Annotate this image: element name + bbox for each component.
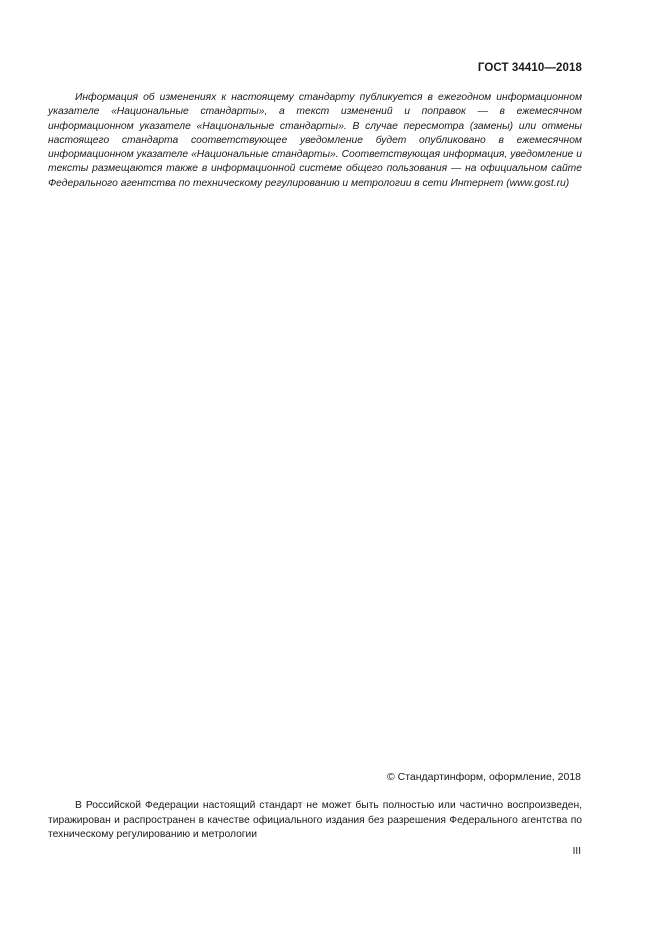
page-number: III bbox=[572, 846, 581, 857]
publication-notice: Информация об изменениях к настоящему стандарту публикуется в ежегодном информационном указателе «Национальные стандарты», а текст изменений и поправок — в ежемесячном информационном указателе «Национальные стандарты». В случае пересмотра (замены) или отмены настоящего стандарта соответствующее уведомление будет опубликовано в ежемесячном информационном указателе «Национальные стандарты». Соответствующая информация, уведомление и тексты размещаются также в информационной системе общего пользования — на официальном сайте Федерального агентства по техническому регулированию и метрологии в сети Интернет (www.gost.ru) bbox=[48, 92, 582, 189]
reproduction-rights-notice: В Российской Федерации настоящий стандарт не может быть полностью или частично воспроизведен, тиражирован и распространен в качестве официального издания без разрешения Федерального агентства по техническому регулированию и метрологии bbox=[48, 800, 582, 840]
copyright-line: © Стандартинформ, оформление, 2018 bbox=[386, 771, 581, 783]
standard-code: ГОСТ 34410—2018 bbox=[477, 62, 582, 74]
